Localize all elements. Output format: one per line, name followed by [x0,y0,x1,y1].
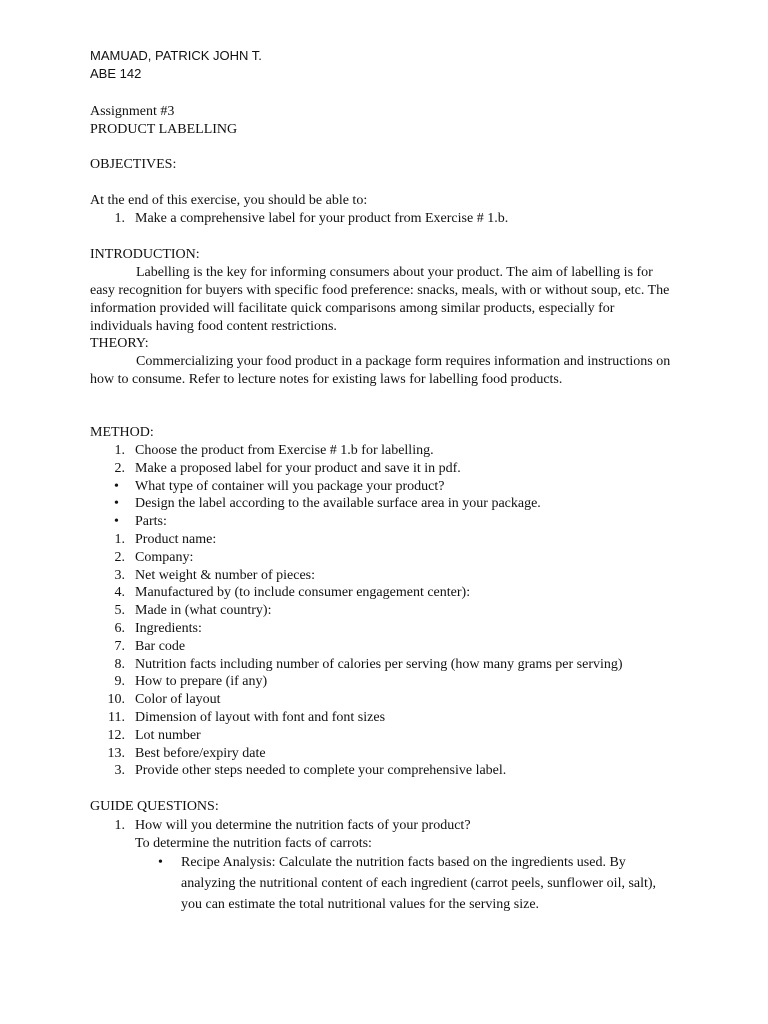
introduction-heading: INTRODUCTION: [90,247,200,262]
list-item-text: Net weight & number of pieces: [135,568,316,583]
list-item-text: Lot number [135,728,201,743]
list-marker: 1. [114,443,125,458]
list-marker: 6. [114,621,125,636]
list-item-text: Made in (what country): [135,603,272,618]
bullet-marker: • [158,855,163,870]
list-item-text: Best before/expiry date [135,746,266,761]
list-item-text: What type of container will you package your product? [135,479,445,494]
list-marker: 2. [114,550,125,565]
list-item-text: Company: [135,550,194,565]
list-item-text: Manufactured by (to include consumer engagement center): [135,585,471,600]
list-marker: 9. [114,674,125,689]
list-item-text: Ingredients: [135,621,202,636]
method-heading: METHOD: [90,425,154,440]
list-item-text: Design the label according to the available surface area in your package. [135,496,541,511]
assignment-number: Assignment #3 [90,104,175,119]
list-item-text: Choose the product from Exercise # 1.b for labelling. [135,443,434,458]
theory-paragraph: Commercializing your food product in a package form requires information and instructions on how to consume. Refer to lecture notes for existing laws for labelling food products. [90,354,671,387]
introduction-paragraph: Labelling is the key for informing consumers about your product. The aim of labelling is for easy recognition for buyers with specific food preference: snacks, meals, with or without soup, etc. The information provided will facilitate quick comparisons among similar products, especially for individuals having food content restrictions. [90,265,670,334]
objectives-heading: OBJECTIVES: [90,157,177,172]
list-item-text: Color of layout [135,692,221,707]
list-item-text: Make a proposed label for your product and save it in pdf. [135,461,461,476]
objectives-intro: At the end of this exercise, you should be able to: [90,193,368,208]
guide-question-subtext: To determine the nutrition facts of carrots: [135,836,372,851]
list-marker: 5. [114,603,125,618]
list-item-text: Provide other steps needed to complete your comprehensive label. [135,763,507,778]
guide-questions-heading: GUIDE QUESTIONS: [90,799,219,814]
list-marker: 10. [107,692,125,707]
list-marker: • [114,514,119,529]
list-marker: • [114,479,119,494]
list-marker: 1. [114,532,125,547]
list-marker: 4. [114,585,125,600]
list-item-text: Parts: [135,514,167,529]
list-marker: 2. [114,461,125,476]
list-item-text: Product name: [135,532,217,547]
list-marker: • [114,496,119,511]
list-marker: 8. [114,657,125,672]
list-item-text: Bar code [135,639,186,654]
guide-bullet-item [160,852,670,915]
bullet-text: Recipe Analysis: Calculate the nutrition facts based on the ingredients used. By analyzing the nutritional content of each ingredient (carrot peels, sunflower oil, salt), you can estimate the total nutritional values for the serving size. [181,855,657,912]
assignment-title: PRODUCT LABELLING [90,122,238,137]
list-item-text: Dimension of layout with font and font sizes [135,710,386,725]
course-code: ABE 142 [90,66,142,81]
list-item-text: How will you determine the nutrition facts of your product? [135,818,471,833]
list-item-text: Make a comprehensive label for your product from Exercise # 1.b. [135,211,509,226]
list-marker: 1. [114,818,125,833]
list-marker: 3. [114,763,125,778]
theory-heading: THEORY: [90,336,149,351]
list-marker: 11. [108,710,125,725]
list-marker: 13. [107,746,125,761]
list-marker: 7. [114,639,125,654]
list-marker: 3. [114,568,125,583]
student-name: MAMUAD, PATRICK JOHN T. [90,48,262,63]
list-item-text: Nutrition facts including number of calories per serving (how many grams per serving) [135,657,623,672]
list-item-text: How to prepare (if any) [135,674,268,689]
list-marker: 1. [114,211,125,226]
list-marker: 12. [107,728,125,743]
